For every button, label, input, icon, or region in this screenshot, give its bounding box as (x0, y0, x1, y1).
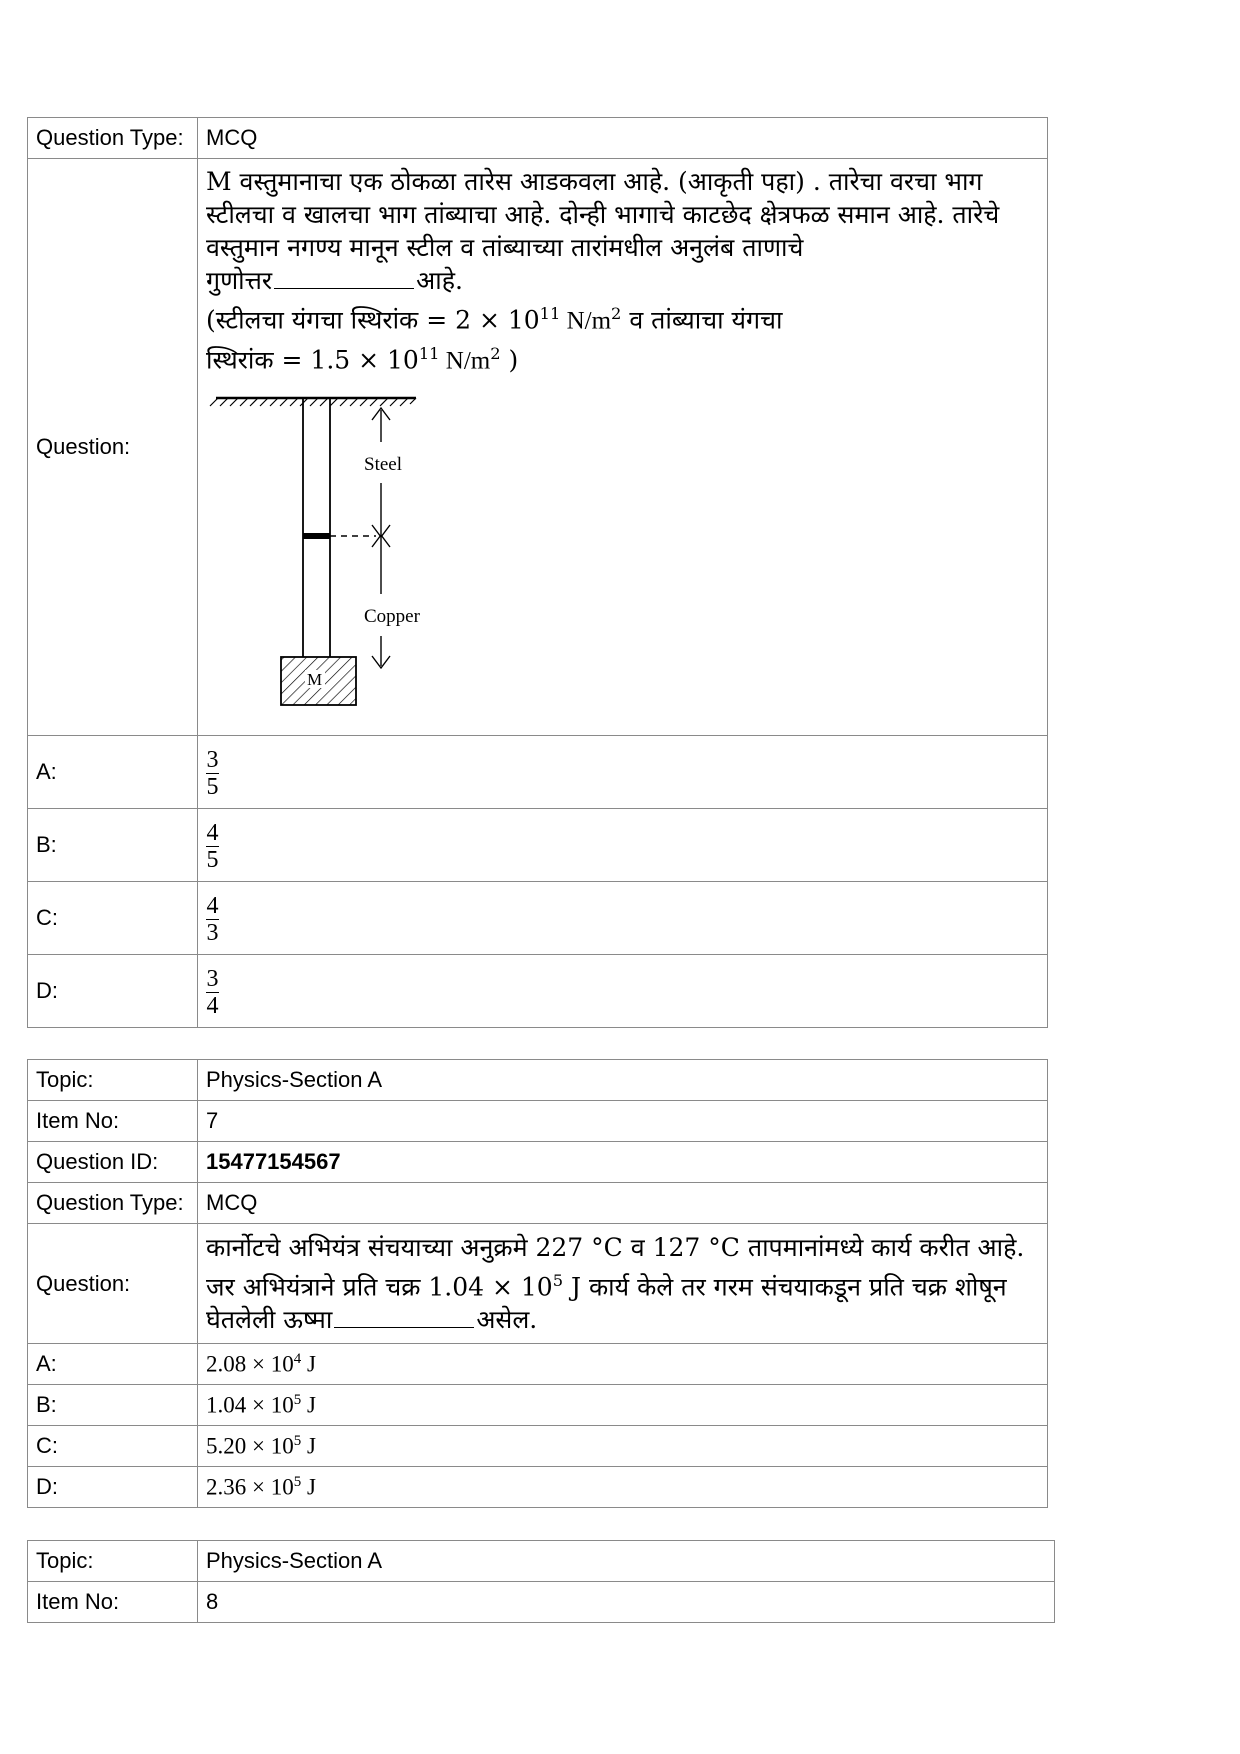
option-label: D: (28, 955, 198, 1028)
option-row (28, 955, 1048, 1028)
question-line (206, 1264, 1039, 1303)
unit: J (301, 1392, 316, 1418)
topic-value: Physics-Section A (198, 1060, 1048, 1101)
copper-label: Copper (364, 605, 420, 627)
question-type-label: Question Type: (28, 1183, 198, 1224)
option-value (198, 1385, 1048, 1426)
question-table-1 (27, 117, 1048, 1028)
option-row (28, 1467, 1048, 1508)
fraction (206, 965, 219, 1019)
denominator: 5 (206, 846, 219, 873)
option-value (198, 882, 1048, 955)
question-table-3 (27, 1540, 1055, 1623)
question-text-fragment: व तांब्याचा यंगचा (621, 305, 783, 335)
numerator: 3 (206, 746, 219, 773)
question-line: कार्नोटचे अभियंत्र संचयाच्या अनुक्रमे 227 °C व 127 °C तापमानांमध्ये कार्य करीत आहे. (206, 1232, 1025, 1262)
item-no-value: 7 (198, 1101, 1048, 1142)
question-line (206, 1303, 1039, 1336)
question-body (198, 159, 1048, 736)
unit: J (301, 1433, 316, 1459)
question-id-label: Question ID: (28, 1142, 198, 1183)
exponent: 5 (293, 1391, 302, 1408)
option-value (198, 1426, 1048, 1467)
option-text: 5.20 × 10 (206, 1433, 294, 1459)
question-text (206, 165, 1039, 378)
option-row (28, 1385, 1048, 1426)
question-label: Question: (28, 1224, 198, 1344)
option-text: 1.04 × 10 (206, 1392, 294, 1418)
exponent: 5 (293, 1432, 302, 1449)
question-type-value: MCQ (198, 1183, 1048, 1224)
question-text-fragment: असेल. (476, 1305, 538, 1335)
exponent: 2 (611, 304, 622, 323)
question-type-label: Question Type: (28, 118, 198, 159)
numerator: 4 (206, 819, 219, 846)
fraction (206, 746, 219, 800)
question-line (206, 264, 1039, 297)
question-table-2 (27, 1059, 1048, 1508)
topic-label: Topic: (28, 1060, 198, 1101)
topic-value: Physics-Section A (198, 1541, 1055, 1582)
question-text-fragment: J कार्य केले तर गरम संचयाकडून प्रति चक्र शोषून (563, 1272, 1007, 1302)
option-text: 2.08 × 10 (206, 1351, 294, 1377)
item-no-label: Item No: (28, 1582, 198, 1623)
denominator: 3 (206, 919, 219, 946)
question-body (198, 1224, 1048, 1344)
option-value (198, 736, 1048, 809)
question-text (206, 1231, 1039, 1336)
answer-blank (274, 287, 414, 289)
question-line: वस्तुमान नगण्य मानून स्टील व तांब्याच्या तारांमधील अनुलंब ताणाचे (206, 233, 804, 262)
question-text-fragment: (स्टीलचा यंगचा स्थिरांक = 2 × 10 (206, 305, 540, 335)
numerator: 4 (206, 892, 219, 919)
option-value (198, 955, 1048, 1028)
numerator: 3 (206, 965, 219, 992)
exponent: 11 (418, 344, 440, 364)
question-line (206, 297, 1039, 337)
unit: J (301, 1351, 316, 1377)
option-value (198, 809, 1048, 882)
question-text-fragment: आहे. (416, 266, 463, 295)
question-type-value: MCQ (198, 118, 1048, 159)
denominator: 4 (206, 992, 219, 1019)
question-line: स्टीलचा व खालचा भाग तांब्याचा आहे. दोन्ही भागाचे काटछेद क्षेत्रफळ समान आहे. तारेचे (206, 200, 1000, 229)
option-label: A: (28, 736, 198, 809)
option-label: A: (28, 1344, 198, 1385)
question-label: Question: (28, 159, 198, 736)
fraction (206, 892, 219, 946)
option-row (28, 882, 1048, 955)
option-row (28, 736, 1048, 809)
topic-label: Topic: (28, 1541, 198, 1582)
question-id-value: 15477154567 (198, 1142, 1048, 1183)
exponent: 4 (293, 1350, 302, 1367)
wire-figure (206, 384, 446, 734)
question-line (206, 337, 1039, 377)
unit: J (301, 1474, 316, 1500)
option-label: B: (28, 1385, 198, 1426)
option-label: D: (28, 1467, 198, 1508)
exponent: 5 (293, 1473, 302, 1490)
option-label: B: (28, 809, 198, 882)
item-no-value: 8 (198, 1582, 1055, 1623)
mass-block (281, 657, 356, 705)
question-text-fragment: जर अभियंत्राने प्रति चक्र 1.04 × 10 (206, 1272, 553, 1302)
item-no-label: Item No: (28, 1101, 198, 1142)
mass-label: M (307, 669, 323, 689)
unit: N/m (560, 307, 612, 335)
option-row (28, 1344, 1048, 1385)
fraction (206, 819, 219, 873)
option-label: C: (28, 1426, 198, 1467)
question-text-fragment: गुणोत्तर (206, 266, 273, 295)
question-text-fragment: ) (500, 345, 519, 375)
exponent: 5 (552, 1270, 564, 1290)
answer-blank (334, 1326, 474, 1328)
option-value (198, 1344, 1048, 1385)
exponent: 11 (539, 304, 561, 323)
option-row (28, 809, 1048, 882)
denominator: 5 (206, 773, 219, 800)
option-label: C: (28, 882, 198, 955)
option-row (28, 1426, 1048, 1467)
copper-arrow (372, 535, 390, 668)
question-line: M वस्तुमानाचा एक ठोकळा तारेस आडकवला आहे. (आकृती पहा) . तारेचा वरचा भाग (206, 167, 983, 196)
option-text: 2.36 × 10 (206, 1474, 294, 1500)
unit: N/m (439, 347, 491, 375)
ceiling-support (210, 398, 416, 406)
exponent: 2 (490, 344, 501, 364)
question-text-fragment: घेतलेली ऊष्मा (206, 1305, 333, 1335)
option-value (198, 1467, 1048, 1508)
steel-label: Steel (364, 453, 402, 475)
question-text-fragment: स्थिरांक = 1.5 × 10 (206, 345, 419, 375)
